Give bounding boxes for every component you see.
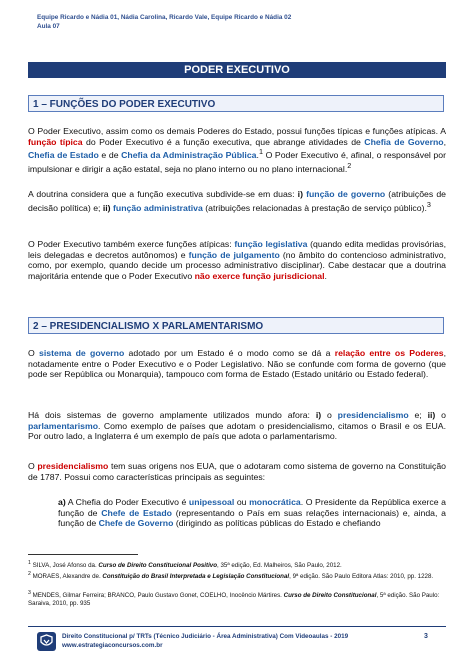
highlight: função de governo [306,189,386,199]
text: O Poder Executivo, assim como os demais Poderes do Estado, possui funções típicas e funções atípicas. A [28,126,446,136]
text: adotado por um Estado é o modo como se dá a [124,348,335,358]
citation-title: Curso de Direito Constitucional Positivo [98,562,218,570]
text: i) [315,410,322,420]
text: . [324,270,327,281]
footnote-1 [28,560,446,570]
highlight: parlamentarismo [28,420,99,431]
list-marker: a) [58,497,66,507]
citation-title: Curso de Direito Constitucional [283,592,377,600]
text: (representando o País em suas relações internacionais) e, ainda, a função de [58,507,446,529]
text: SILVA, José Afonso da. [30,562,99,570]
text: (quando edita medidas provisórias, leis delegadas e decretos autônomos) e [28,239,446,260]
highlight: função típica [28,136,83,147]
text: . [256,150,259,161]
footnote-ref[interactable]: 2 [347,160,352,170]
text: , 35ª edição, Ed. Malheiros, São Paulo, 2012. [217,562,342,570]
text: (no âmbito do contencioso administrativo, como, por exemplo, quando decide um processo administrativo disciplinar). Cabe destacar que a doutrina majoritária entende que o Poder Executivo [28,249,447,281]
text: , 9ª edição. São Paulo Editora Atlas: 2010, pp. 1228. [289,573,434,581]
paragraph-1-1 [28,126,446,174]
text: tem suas origens nos EUA, que o adotaram como sistema de governo na Constituição de 1787. Possui como características principais as seguintes: [28,461,446,482]
text: O Poder Executivo também exerce funções atípicas: [28,239,235,249]
text: , notadamente entre o Poder Executivo e o Poder Legislativo. Não se confunde com forma de governo (que pode ser República ou Monarquia), tampouco com forma de Estado (Estado unitário ou Estado federal). [28,348,446,380]
highlight: sistema de governo [39,348,125,358]
text: O [28,461,38,471]
paragraph-2-2 [28,410,446,442]
footnote-divider [28,554,138,555]
page-header [37,13,447,31]
text: MENDES, Gilmar Ferreira; BRANCO, Paulo Gustavo Gonet, COELHO, Inocêncio Mártires. [30,592,284,600]
paragraph-2-1 [28,348,446,380]
footnote-2 [28,571,446,581]
text: , 5ª edição. São Paulo: Saraiva, 2010, pp. 935 [28,592,440,607]
highlight: função de julgamento [188,249,280,260]
text: do Poder Executivo é a função executiva, que abrange atividades de [82,136,365,147]
highlight: presidencialismo [37,461,109,471]
highlight: Chefia de Governo [364,136,444,147]
highlight: Chefe de Governo [98,518,174,529]
text: (dirigindo as políticas públicas do Estado e chefiando [173,518,381,529]
list-item-a [58,497,446,529]
paragraph-1-3 [28,239,446,281]
citation-title: Constituição do Brasil Interpretada e Legislação Constitucional [102,573,290,581]
footnote-number: 3 [28,590,31,596]
page-title: PODER EXECUTIVO [28,62,446,78]
text: O Poder Executivo é, afinal, o responsável por impulsionar e dirigir a ação estatal, seja no plano interno ou no plano internacional. [28,150,446,174]
footnote-ref[interactable]: 1 [258,147,263,157]
footer-website-link[interactable]: www.estrategiaconcursos.com.br [62,642,163,649]
highlight: não exerce função jurisdicional [194,270,325,281]
page-number: 3 [424,633,428,640]
text: A Chefia do Poder Executivo é [65,497,189,507]
text: Há dois sistemas de governo amplamente utilizados mundo afora: [28,410,316,420]
header-lesson: Aula 07 [37,23,60,30]
text: o [321,410,338,420]
footnote-3 [28,590,446,607]
text: e de [98,150,122,161]
highlight: relação entre os Poderes [334,348,444,358]
text: i) [297,189,303,199]
paragraph-1-2 [28,189,446,213]
text: A doutrina considera que a função executiva subdivide-se em duas: [28,189,298,199]
text: (atribuições de decisão política) e; [28,189,446,213]
footnote-ref[interactable]: 3 [426,199,431,209]
footer-divider [28,626,446,627]
text: , [443,136,446,147]
text: ii) [102,202,111,213]
section-heading-2: 2 – PRESIDENCIALISMO X PARLAMENTARISMO [28,317,444,334]
text: . O Presidente da República exerce a função de [58,497,446,518]
highlight: monocrática [249,497,301,507]
highlight: unipessoal [188,497,235,507]
text: ii) [427,410,436,420]
text: ou [234,497,250,507]
text: (atribuições relacionadas à prestação de serviço público). [202,202,427,213]
highlight: Chefia de Estado [28,150,99,161]
footer-course: Direito Constitucional p/ TRTs (Técnico Judiciário - Área Administrativa) Com Videoaulas - 2019 [62,633,349,640]
header-authors: Equipe Ricardo e Nádia 01, Nádia Carolina, Ricardo Vale, Equipe Ricardo e Nádia 02 [37,14,292,21]
text: MORAES, Alexandre de. [30,573,103,581]
paragraph-2-3 [28,461,446,482]
text: o [435,410,447,420]
text: e; [408,410,428,420]
highlight: presidencialismo [337,410,409,420]
text: O [28,348,40,358]
footnote-number: 2 [28,571,31,577]
section-heading-1: 1 – FUNÇÕES DO PODER EXECUTIVO [28,95,444,112]
text: . Como exemplo de países que adotam o presidencialismo, citamos o Brasil e os EUA. Por outro lado, a Inglaterra é um exemplo de país que adota o parlamentarismo. [28,420,446,442]
highlight: Chefia da Administração Pública [121,150,257,161]
highlight: função legislativa [234,239,308,249]
footnote-number: 1 [28,560,31,566]
logo-icon [37,632,56,651]
highlight: função administrativa [113,202,203,213]
highlight: Chefe de Estado [101,507,172,518]
